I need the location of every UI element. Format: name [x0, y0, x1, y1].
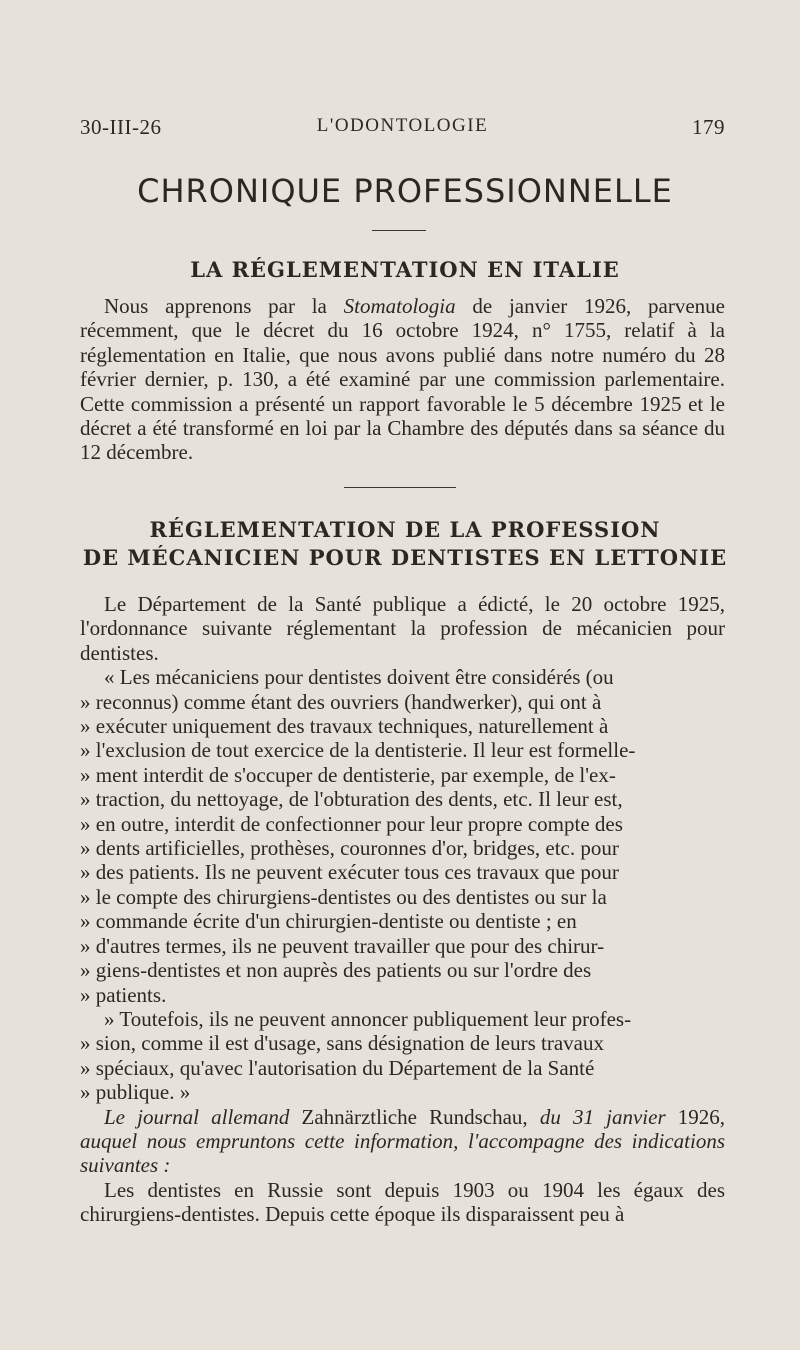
- section-divider: [344, 487, 456, 488]
- quote-line: » publique. »: [80, 1080, 191, 1105]
- source-note: Le journal allemand Zahnärztliche Rundschau, du 31 janvier 1926, auquel nous empruntons cette information, l'accompagne des indications suivantes :: [80, 1104, 726, 1178]
- quote-line: » traction, du nettoyage, de l'obturation des dents, etc. Il leur est,: [80, 787, 623, 812]
- quote-line: » ment interdit de s'occuper de dentisterie, par exemple, de l'ex-: [80, 762, 616, 787]
- quote-line: » exécuter uniquement des travaux techniques, naturellement à: [80, 714, 609, 739]
- quote-line: » en outre, interdit de confectionner pour leur propre compte des: [80, 811, 623, 836]
- section-heading-latvia: RÉGLEMENTATION DE LA PROFESSION DE MÉCANICIEN POUR DENTISTES EN LETTONIE: [82, 517, 728, 570]
- section-latvia-body: [80, 592, 725, 1227]
- page-number: 179: [692, 115, 725, 139]
- section-italy-body: [80, 294, 725, 465]
- quote-line: » des patients. Ils ne peuvent exécuter tous ces travaux que pour: [80, 860, 619, 885]
- quote-line: » patients.: [80, 982, 167, 1007]
- ordinance-quote: [80, 665, 725, 1104]
- quote-line: » l'exclusion de tout exercice de la dentisterie. Il leur est formelle-: [80, 738, 636, 763]
- quote-line: » spéciaux, qu'avec l'autorisation du Département de la Santé: [80, 1055, 595, 1080]
- running-header: [80, 115, 725, 145]
- latvia-intro: Le Département de la Santé publique a édicté, le 20 octobre 1925, l'ordonnance suivante réglementant la profession de mécanicien pour dentistes.: [80, 592, 725, 665]
- journal-name: L'ODONTOLOGIE: [316, 115, 489, 136]
- quote-line: » sion, comme il est d'usage, sans désignation de leurs travaux: [80, 1031, 605, 1056]
- quote-line: » dents artificielles, prothèses, couronnes d'or, bridges, etc. pour: [80, 836, 619, 861]
- quote-line: » le compte des chirurgiens-dentistes ou des dentistes ou sur la: [80, 884, 607, 909]
- title-divider: [372, 230, 426, 231]
- quote-line: » Toutefois, ils ne peuvent annoncer publiquement leur profes-: [104, 1006, 632, 1031]
- quote-line: » giens-dentistes et non auprès des patients ou sur l'ordre des: [80, 958, 592, 983]
- closing-paragraph: Les dentistes en Russie sont depuis 1903 ou 1904 les égaux des chirurgiens-dentistes. Depuis cette époque ils disparaissent peu à: [80, 1177, 725, 1227]
- page-title: CHRONIQUE PROFESSIONNELLE: [137, 172, 673, 210]
- quote-line: » commande écrite d'un chirurgien-dentiste ou dentiste ; en: [80, 909, 577, 934]
- issue-date: 30-III-26: [80, 115, 162, 139]
- quote-line: » d'autres termes, ils ne peuvent travailler que pour des chirur-: [80, 933, 605, 958]
- section-heading-italy: LA RÉGLEMENTATION EN ITALIE: [190, 257, 620, 282]
- quote-line: « Les mécaniciens pour dentistes doivent être considérés (ou: [104, 665, 614, 690]
- italy-paragraph: Nous apprenons par la Stomatologia de janvier 1926, parvenue récemment, que le décret du 16 octobre 1924, n° 1755, relatif à la réglementation en Italie, que nous avons publié dans notre numéro du 28 février dernier, p. 130, a été examiné par une commission parlementaire. Cette commission a présenté un rapport favorable le 5 décembre 1925 et le décret a été transformé en loi par la Chambre des députés dans sa séance du 12 décembre.: [80, 294, 725, 465]
- quote-line: » reconnus) comme étant des ouvriers (handwerker), qui ont à: [80, 689, 602, 714]
